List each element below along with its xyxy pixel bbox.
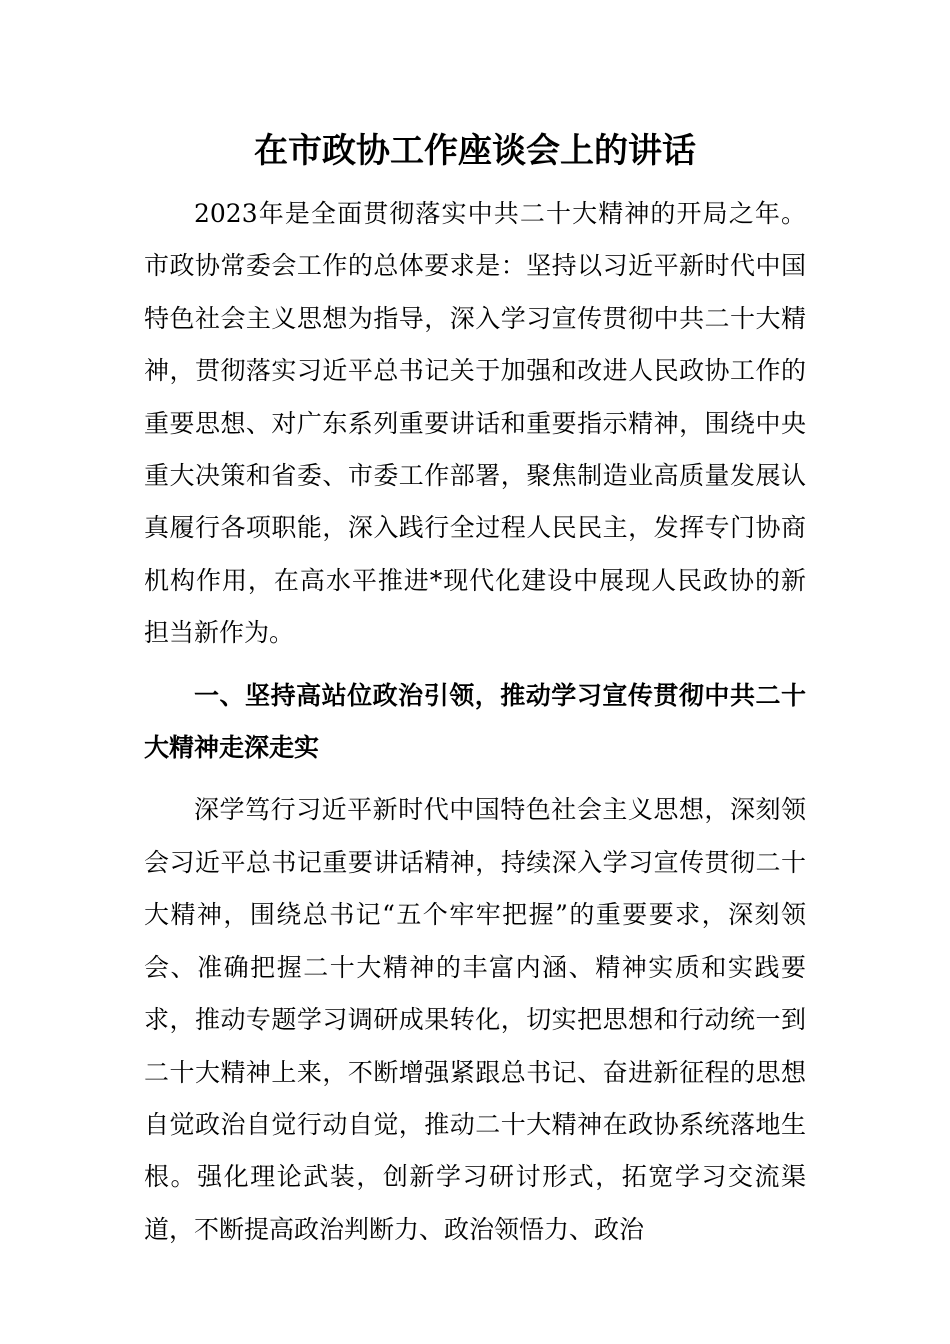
document-title: 在市政协工作座谈会上的讲话 — [254, 131, 696, 171]
document-page — [144, 118, 806, 1256]
paragraph-section-1: 深学笃行习近平新时代中国特色社会主义思想，深刻领会习近平总书记重要讲话精神，持续深入学习宣传贯彻二十大精神，围绕总书记“五个牢牢把握”的重要要求，深刻领会、准确把握二十大精神的丰富内涵、精神实质和实践要求，推动专题学习调研成果转化，切实把思想和行动统一到二十大精神上来，不断增强紧跟总书记、奋进新征程的思想自觉政治自觉行动自觉，推动二十大精神在政协系统落地生根。强化理论武装，创新学习研讨形式，拓宽学习交流渠道，不断提高政治判断力、政治领悟力、政治 — [144, 795, 806, 1244]
paragraph-intro: 2023年是全面贯彻落实中共二十大精神的开局之年。市政协常委会工作的总体要求是：坚持以习近平新时代中国特色社会主义思想为指导，深入学习宣传贯彻中共二十大精神，贯彻落实习近平总书记关于加强和改进人民政协工作的重要思想、对广东系列重要讲话和重要指示精神，围绕中央重大决策和省委、市委工作部署，聚焦制造业高质量发展认真履行各项职能，深入践行全过程人民民主，发挥专门协商机构作用，在高水平推进*现代化建设中展现人民政协的新担当新作为。 — [144, 199, 806, 648]
section-heading-1: 一、坚持高站位政治引领，推动学习宣传贯彻中共二十大精神走深走实 — [144, 680, 806, 763]
